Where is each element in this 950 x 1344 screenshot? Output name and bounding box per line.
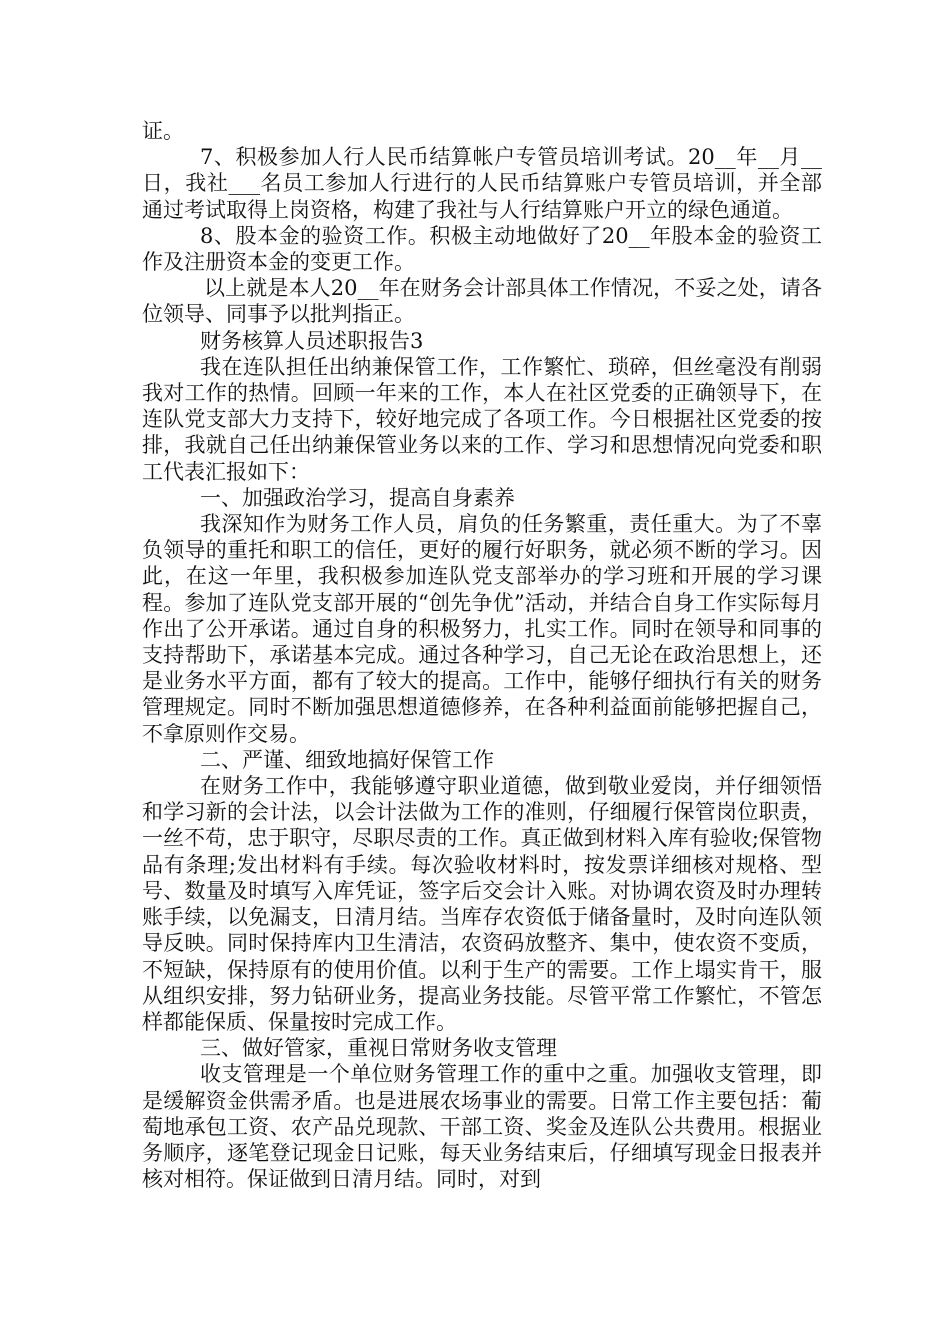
paragraph: 我在连队担任出纳兼保管工作，工作繁忙、琐碎，但丝毫没有削弱我对工作的热情。回顾一年来的工作，本人在社区党委的正确领导下，在连队党支部大力支持下，较好地完成了各项工作。今日根据社区党委的按排，我就自己任出纳兼保管业务以来的工作、学习和思想情况向党委和职工代表汇报如下： [142, 354, 822, 484]
paragraph: 收支管理是一个单位财务管理工作的重中之重。加强收支管理，即是缓解资金供需矛盾。也是进展农场事业的需要。日常工作主要包括：葡萄地承包工资、农产品兑现款、干部工资、奖金及连队公共费用。根据业务顺序，逐笔登记现金日记账，每天业务结束后，仔细填写现金日报表并核对相符。保证做到日清月结。同时，对到 [142, 1062, 822, 1192]
paragraph: 以上就是本人20__年在财务会计部具体工作情况，不妥之处，请各位领导、同事予以批判指正。 [142, 276, 822, 327]
section-heading: 一、加强政治学习，提高自身素养 [200, 485, 515, 510]
section-heading: 三、做好管家，重视日常财务收支管理 [200, 1036, 557, 1061]
paragraph: 我深知作为财务工作人员，肩负的任务繁重，责任重大。为了不辜负领导的重托和职工的信任，更好的履行好职务，就必须不断的学习。因此，在这一年里，我积极参加连队党支部举办的学习班和开展的学习课程。参加了连队党支部开展的“创先争优”活动，并结合自身工作实际每月作出了公开承诺。通过自身的积极努力，扎实工作。同时在领导和同事的支持帮助下，承诺基本完成。通过各种学习，自己无论在政治思想上，还是业务水平方面，都有了较大的提高。工作中，能够仔细执行有关的财务管理规定。同时不断加强思想道德修养，在各种利益面前能够把握自己，不拿原则作交易。 [142, 512, 822, 746]
section-heading: 二、严谨、细致地搞好保管工作 [200, 747, 494, 772]
paragraph: 7、积极参加人行人民币结算帐户专管员培训考试。20__年__月__日，我社___名员工参加人行进行的人民币结算账户专管员培训，并全部通过考试取得上岗资格，构建了我社与人行结算账户开立的绿色通道。 [142, 145, 822, 222]
section-title: 财务核算人员述职报告3 [200, 328, 424, 353]
document-body [142, 118, 822, 1192]
paragraph: 证。 [142, 119, 184, 143]
paragraph: 在财务工作中，我能够遵守职业道德，做到敬业爱岗，并仔细领悟和学习新的会计法，以会计法做为工作的准则，仔细履行保管岗位职责，一丝不苟，忠于职守，尽职尽责的工作。真正做到材料入库有验收;保管物品有条理;发出材料有手续。每次验收材料时，按发票详细核对规格、型号、数量及时填写入库凭证，签字后交会计入账。对协调农资及时办理转账手续，以免漏支，日清月结。当库存农资低于储备量时，及时向连队领导反映。同时保持库内卫生清洁，农资码放整齐、集中，使农资不变质，不短缺，保持原有的使用价值。以利于生产的需要。工作上塌实肯干，服从组织安排，努力钻研业务，提高业务技能。尽管平常工作繁忙，不管怎样都能保质、保量按时完成工作。 [142, 774, 822, 1034]
paragraph: 8、股本金的验资工作。积极主动地做好了20__年股本金的验资工作及注册资本金的变更工作。 [142, 223, 822, 275]
